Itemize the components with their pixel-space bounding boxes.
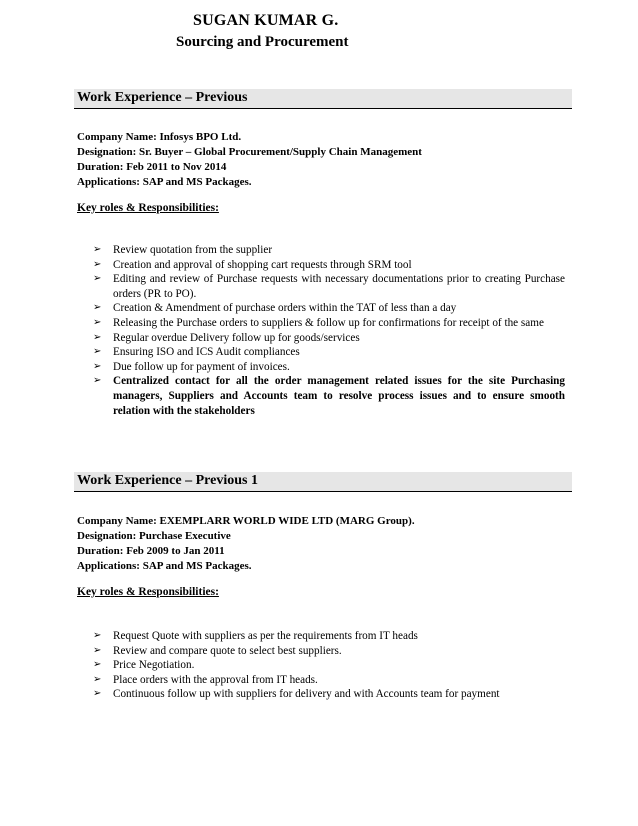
section-header-previous [74,89,572,109]
section-title: Work Experience – Previous [77,90,248,105]
list-item: ➢ Price Negotiation. [93,659,195,672]
list-item: ➢ Regular overdue Delivery follow up for goods/services [93,331,360,344]
candidate-name: SUGAN KUMAR G. [193,12,339,29]
designation: Designation: Sr. Buyer – Global Procurement/Supply Chain Management [77,146,422,158]
arrow-right-icon: ➢ [93,273,102,285]
company-name: Company Name: EXEMPLARR WORLD WIDE LTD (MARG Group). [77,515,415,527]
job-info-previous [77,130,422,190]
arrow-right-icon: ➢ [93,644,102,656]
list-item: ➢ Releasing the Purchase orders to suppliers & follow up for confirmations for receipt of the same [93,316,544,329]
candidate-role: Sourcing and Procurement [176,34,349,50]
duration: Duration: Feb 2011 to Nov 2014 [77,161,227,173]
list-item: ➢ Request Quote with suppliers as per the requirements from IT heads [93,630,418,642]
applications: Applications: SAP and MS Packages. [77,176,252,188]
arrow-right-icon: ➢ [93,659,102,671]
arrow-right-icon: ➢ [93,375,102,387]
job-info-previous-1 [77,514,415,574]
arrow-right-icon: ➢ [93,360,102,372]
list-item: ➢ Review and compare quote to select best suppliers. [93,644,342,657]
applications: Applications: SAP and MS Packages. [77,560,252,572]
arrow-right-icon: ➢ [93,630,102,641]
arrow-right-icon: ➢ [93,316,102,328]
company-name: Company Name: Infosys BPO Ltd. [77,131,242,143]
arrow-right-icon: ➢ [93,302,102,314]
designation: Designation: Purchase Executive [77,530,231,542]
list-item: ➢ Ensuring ISO and ICS Audit compliances [93,346,300,359]
list-item: ➢ Creation and approval of shopping cart requests through SRM tool [93,258,412,271]
responsibilities-list [93,629,565,702]
arrow-right-icon: ➢ [93,346,102,358]
key-roles-heading: Key roles & Responsibilities: [77,202,219,214]
arrow-right-icon: ➢ [93,673,102,685]
arrow-right-icon: ➢ [93,331,102,343]
section-header-previous-1 [74,472,572,492]
key-roles-heading: Key roles & Responsibilities: [77,586,219,598]
list-item: ➢ Centralized contact for all the order management related issues for the site Purchasing managers, Suppliers and Accounts team to resolve process issues and to ensure smooth relation with the stakeholders [93,375,565,417]
duration: Duration: Feb 2009 to Jan 2011 [77,545,225,557]
arrow-right-icon: ➢ [93,258,102,270]
list-item: ➢ Review quotation from the supplier [93,244,273,256]
list-item: ➢ Editing and review of Purchase requests with necessary documentations prior to creating Purchase orders (PR to PO). [93,273,565,300]
arrow-right-icon: ➢ [93,244,102,255]
list-item: ➢ Continuous follow up with suppliers for delivery and with Accounts team for payment [93,688,500,701]
list-item: ➢ Place orders with the approval from IT heads. [93,673,318,686]
list-item: ➢ Creation & Amendment of purchase orders within the TAT of less than a day [93,302,457,315]
list-item: ➢ Due follow up for payment of invoices. [93,360,290,373]
responsibilities-list [93,243,565,418]
arrow-right-icon: ➢ [93,688,102,700]
section-title: Work Experience – Previous 1 [77,473,258,488]
